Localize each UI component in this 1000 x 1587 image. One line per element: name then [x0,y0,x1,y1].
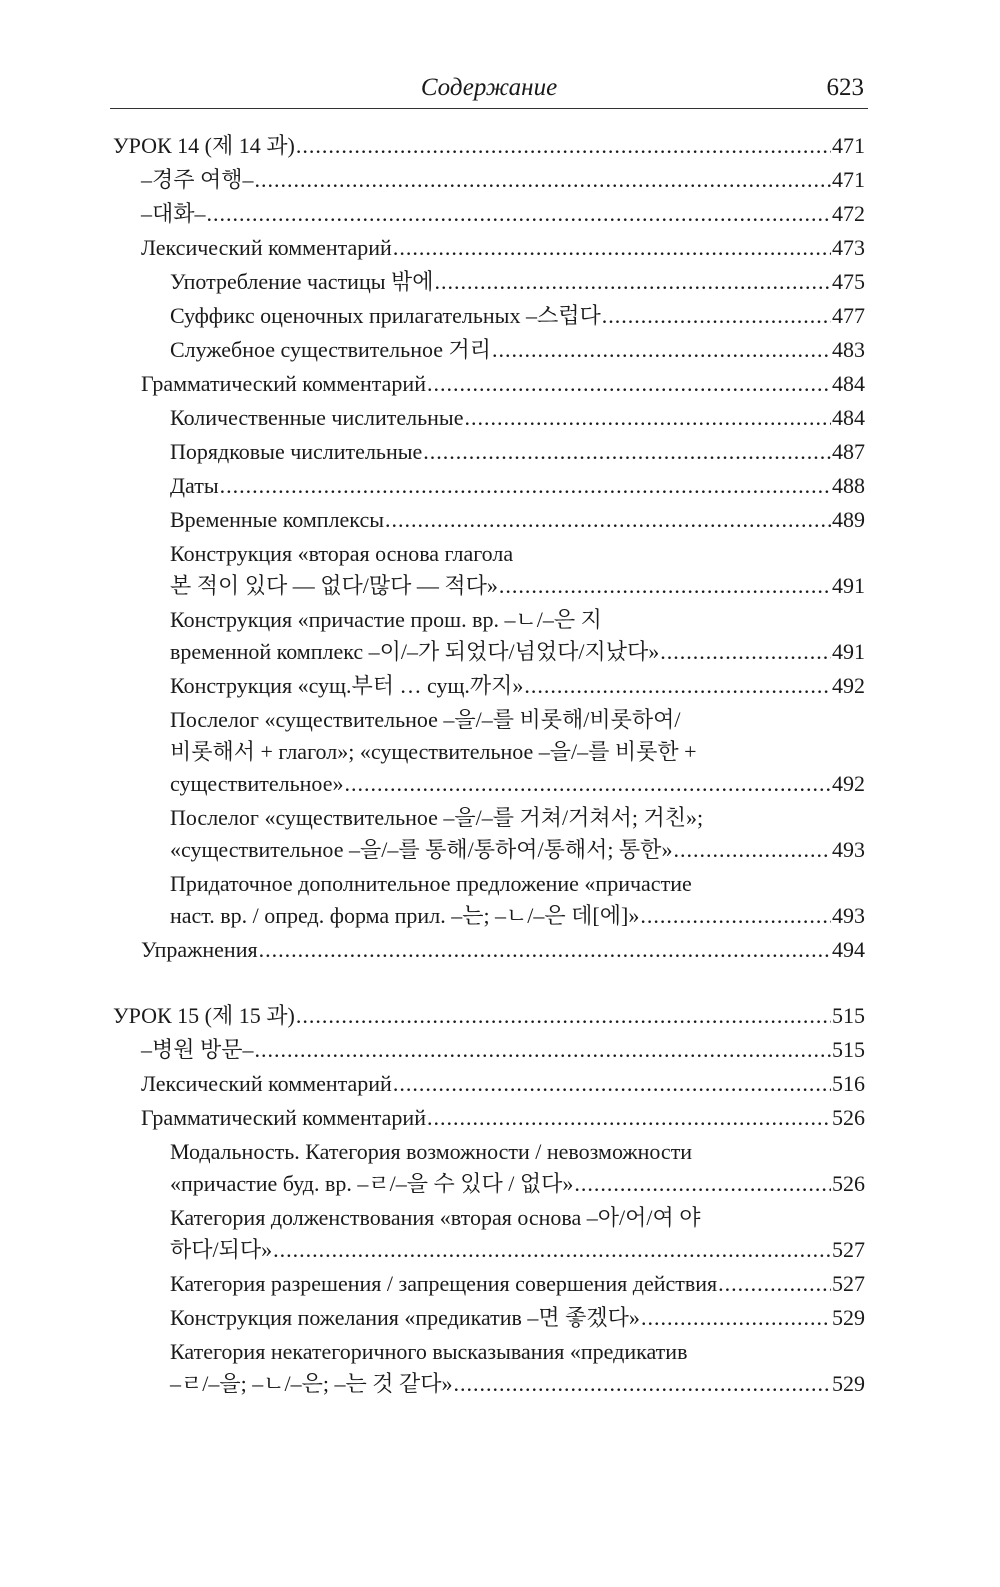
toc-entry-text-line: Даты [170,473,219,498]
toc-entry-text-line: Послелог «существительное –을/–를 거쳐/거쳐서; 거친»; [170,805,704,830]
toc-entry-row [170,570,865,602]
toc-entry [113,266,865,298]
toc-entry-row [141,934,865,966]
toc-entry-text-line: Служебное существительное 거리 [170,337,492,362]
toc-entry [113,164,865,196]
toc-entry-row [170,1168,865,1200]
toc-page-number: 527 [832,1271,865,1296]
toc-entry [113,1034,865,1066]
dot-leader [385,504,831,536]
toc-entry-text-line: Упражнения [141,937,258,962]
toc-entry-row [141,232,865,264]
toc-page-number: 491 [832,573,865,598]
toc-entry-text-line: Конструкция «причастие прош. вр. –ㄴ/–은 지 [170,607,602,632]
dot-leader [255,1034,831,1066]
toc-entry-text-line: Модальность. Категория возможности / невозможности [170,1139,693,1164]
dot-leader [673,834,831,866]
toc-entry-row [141,164,865,196]
toc-entry-row [170,1368,865,1400]
toc-entry [113,334,865,366]
toc-page-number: 473 [832,235,865,260]
toc-entry-text-line: Грамматический комментарий [141,1105,426,1130]
toc-entry-text-line: УРОК 14 (제 14 과) [113,133,295,158]
toc-entry-text-line: –대화– [141,201,206,226]
toc-page-number: 489 [832,507,865,532]
toc-entry-row [170,266,865,298]
dot-leader [255,164,831,196]
dot-leader [207,198,831,230]
toc-entry-text-line: временной комплекс –이/–가 되었다/넘었다/지났다» [170,639,660,664]
toc-entry [113,802,865,866]
toc-entry [113,1202,865,1266]
toc-entry [113,470,865,502]
toc-entry-row [141,368,865,400]
table-of-contents [113,130,865,1402]
dot-leader [574,1168,831,1200]
toc-entry-text-line: «причастие буд. вр. –ㄹ/–을 수 있다 / 없다» [170,1171,574,1196]
toc-entry [113,232,865,264]
toc-entry-text-line: Грамматический комментарий [141,371,426,396]
toc-page-number: 492 [832,771,865,796]
toc-entry-row [141,198,865,230]
toc-entry-text-line: –ㄹ/–을; –ㄴ/–은; –는 것 같다» [170,1371,453,1396]
toc-entry-row [141,1068,865,1100]
toc-entry-row [113,130,865,162]
dot-leader [464,402,831,434]
toc-page-number: 526 [832,1171,865,1196]
toc-entry-text-line: –병원 방문– [141,1037,254,1062]
toc-entry [113,198,865,230]
toc-entry-text-line: Категория долженствования «вторая основа –아/어/여 야 [170,1205,701,1230]
toc-entry-text-line: Порядковые числительные [170,439,423,464]
toc-page-number: 529 [832,1305,865,1330]
dot-leader [435,266,831,298]
toc-entry-row [170,670,865,702]
dot-leader [492,334,831,366]
dot-leader [427,368,831,400]
dot-leader [427,1102,831,1134]
toc-page-number: 477 [832,303,865,328]
toc-entry-row [170,834,865,866]
toc-entry-row [141,1034,865,1066]
header-title: Содержание [420,74,558,101]
toc-entry-text-line: 본 적이 있다 — 없다/많다 — 적다» [170,573,498,598]
toc-page-number: 472 [832,201,865,226]
toc-entry-text-line: «существительное –을/–를 통해/통하여/통해서; 통한» [170,837,673,862]
toc-entry-text-line: Категория некатегоричного высказывания «предикатив [170,1339,688,1364]
toc-entry-text-line: Употребление частицы 밖에 [170,269,434,294]
toc-entry [113,538,865,602]
toc-entry-text-line: Временные комплексы [170,507,384,532]
toc-entry-row [170,900,865,932]
toc-entry-text-line: Придаточное дополнительное предложение «причастие [170,871,692,896]
toc-entry-text-line: Конструкция «сущ.부터 … сущ.까지» [170,673,524,698]
dot-leader [602,300,831,332]
toc-entry [113,1102,865,1134]
dot-leader [640,900,831,932]
toc-entry-text-line: наст. вр. / опред. форма прил. –는; –ㄴ/–은 데[에]» [170,903,640,928]
toc-entry [113,868,865,932]
toc-entry-text-line: Категория разрешения / запрещения совершения действия [170,1271,718,1296]
toc-page-number: 471 [832,133,865,158]
dot-leader [393,232,831,264]
toc-entry-text-line: Количественные числительные [170,405,464,430]
toc-entry [113,1068,865,1100]
dot-leader [660,636,831,668]
toc-entry-row [170,768,865,800]
page-number: 623 [826,74,864,101]
toc-entry-row [170,1302,865,1334]
toc-entry [113,402,865,434]
toc-entry [113,436,865,468]
toc-entry [113,670,865,702]
toc-entry-row [113,1000,865,1032]
toc-page-number: 515 [832,1037,865,1062]
toc-entry [113,704,865,800]
toc-entry [113,604,865,668]
dot-leader [641,1302,831,1334]
toc-entry-text-line: Послелог «существительное –을/–를 비롯해/비롯하여/ [170,707,681,732]
dot-leader [296,130,831,162]
toc-entry-text-line: Суффикс оценочных прилагательных –스럽다 [170,303,601,328]
toc-page-number: 492 [832,673,865,698]
toc-entry-text-line: УРОК 15 (제 15 과) [113,1003,295,1028]
toc-entry-row [170,300,865,332]
toc-page-number: 484 [832,405,865,430]
toc-entry-row [170,470,865,502]
dot-leader [499,570,831,602]
toc-entry [113,504,865,536]
toc-entry [113,1302,865,1334]
toc-entry [113,368,865,400]
dot-leader [423,436,831,468]
toc-lesson-entry [113,130,865,162]
dot-leader [273,1234,831,1266]
toc-entry-row [170,1234,865,1266]
dot-leader [453,1368,831,1400]
toc-page-number: 491 [832,639,865,664]
dot-leader [259,934,831,966]
toc-entry-text-line: Лексический комментарий [141,235,392,260]
toc-entry-text-line: Конструкция пожелания «предикатив –면 좋겠다» [170,1305,640,1330]
toc-entry [113,300,865,332]
toc-entry [113,1136,865,1200]
toc-entry [113,934,865,966]
toc-page-number: 483 [832,337,865,362]
toc-page-number: 529 [832,1371,865,1396]
toc-page-number: 493 [832,837,865,862]
toc-entry-row [170,436,865,468]
toc-entry-row [170,636,865,668]
toc-entry [113,1336,865,1400]
toc-entry-text-line: Конструкция «вторая основа глагола [170,541,514,566]
toc-entry-text-line: 비롯해서 + глагол»; «существительное –을/–를 비롯한 + [170,739,697,764]
toc-entry-row [170,504,865,536]
dot-leader [718,1268,831,1300]
toc-entry-row [170,1268,865,1300]
toc-entry-row [170,402,865,434]
dot-leader [344,768,831,800]
toc-page-number: 484 [832,371,865,396]
toc-page-number: 475 [832,269,865,294]
toc-entry-text-line: существительное» [170,771,344,796]
toc-page-number: 515 [832,1003,865,1028]
toc-entry-text-line: 하다/되다» [170,1237,273,1262]
toc-lesson-entry [113,1000,865,1032]
running-header [110,70,868,109]
toc-entry-row [170,334,865,366]
dot-leader [524,670,831,702]
dot-leader [220,470,831,502]
toc-page-number: 527 [832,1237,865,1262]
toc-entry-text-line: –경주 여행– [141,167,254,192]
toc-page-number: 526 [832,1105,865,1130]
toc-page-number: 487 [832,439,865,464]
toc-entry-row [141,1102,865,1134]
dot-leader [296,1000,831,1032]
toc-page-number: 493 [832,903,865,928]
toc-page-number: 488 [832,473,865,498]
dot-leader [393,1068,831,1100]
toc-page-number: 471 [832,167,865,192]
toc-page-number: 494 [832,937,865,962]
toc-entry [113,1268,865,1300]
toc-page-number: 516 [832,1071,865,1096]
toc-entry-text-line: Лексический комментарий [141,1071,392,1096]
